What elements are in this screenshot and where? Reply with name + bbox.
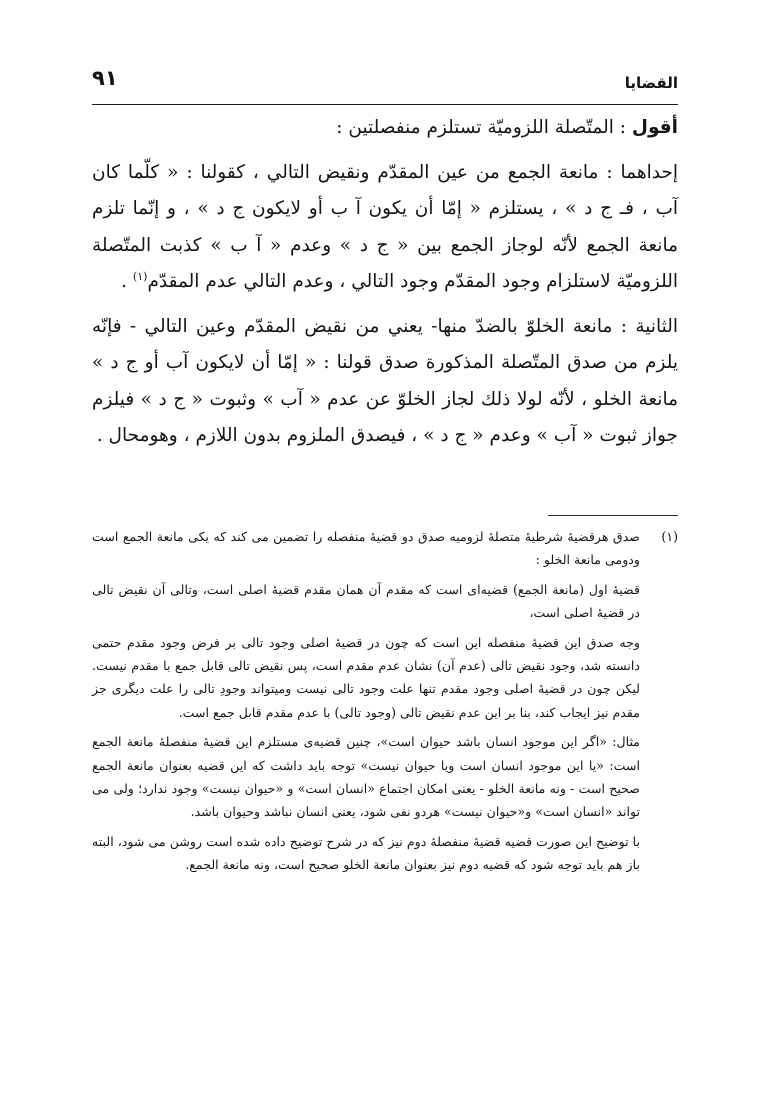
paragraph-intro [92,110,678,147]
running-title: القضايا [624,74,678,92]
footnote-separator [548,515,678,516]
footnote-paragraph [92,730,678,824]
paragraph-first-disjunction-end: . [121,271,133,292]
footnote-text: مثال: «اگر اين موجود انسان باشد حيوان است»، چنين قضيه‌ى مستلزم اين قضيهٔ منفصلهٔ مانعة الجمع است: «يا اين موجود انسان است ويا حيوان نيست» توجه بايد داشت كه اين قضيه بعنوان مانعة الجمع صحيح است - ونه مانعة الخلو - يعنى امكان اجتماع «انسان است» و «حيوان نيست» وجود ندارد؛ ولى مى تواند «انسان است» و«حيوان نيست» هردو نفى شود، يعنى انسان نباشد وحيوان باشد. [92,734,640,820]
lead-word: أقول [631,117,678,138]
footnote-reference[interactable]: (١) [132,269,148,283]
footnote-text: قضيهٔ اول (مانعة الجمع) قضيه‌اى است كه مقدم آن همان مقدم قضيهٔ اصلى است، وتالى آن نقيض تالى در قضيهٔ اصلى است، [92,581,640,621]
footnotes [92,525,678,883]
paragraph-first-disjunction [92,155,678,301]
footnote-paragraph [92,631,678,725]
paragraph-second-disjunction [92,309,678,455]
footnote-paragraph [92,525,678,572]
footnote-text: وجه صدق اين قضيهٔ منفصله اين است كه چون در قضيهٔ اصلى وجود تالى بر فرض وجود مقدم حتمى دانسته شد، وجود نقيض تالى (عدم آن) نشان عدم مقدم است، پس نقيض تالى قابل جمع با مقدم نيست. ليكن چون در قضيهٔ اصلى وجود مقدم تنها علت وجود تالى نيست وميتواند وجودِ تالى را علت ديگرى جز مقدم نيز ايجاب كند، بنا بر اين عدم نقيض تالى (وجود تالى) با عدم مقدم قابل جمع است. [92,634,640,720]
footnote-text: صدق هرقضيهٔ شرطيهٔ متصلهٔ لزوميه صدق دو قضيهٔ منفصله را تضمين مى كند كه يكى مانعة الجمع است ودومى مانعة الخلو : [92,529,640,568]
footnote-paragraph [92,578,678,625]
footnote-marker: (١) [661,529,678,544]
page-header [92,64,678,105]
paragraph-first-disjunction-text: إحداهما : مانعة الجمع من عين المقدّم ونقيض التالي ، كقولنا : « كلّما كان آب ، فـ ج د » ، يستلزم « إمّا أن يكون آ ب أو لايكون ج د » ، و إنّما تلزم مانعة الجمع لأنّه لوجاز الجمع بين « ج د » وعدم « آ ب » كذبت المتّصلة اللزوميّة لاستلزام وجود المقدّم وجود التالي ، وعدم التالي عدم المقدّم [92,161,678,292]
footnote-paragraph [92,830,678,877]
footnote-text: با توضيح اين صورت قضيه قضيهٔ منفصلهٔ دوم نيز كه در شرح توضيح داده شده است روشن مى شود، البته باز هم بايد توجه شود كه قضيه دوم نيز بعنوان مانعة الخلو صحيح است، ونه مانعة الجمع. [92,833,640,873]
main-text [92,110,678,463]
paragraph-second-disjunction-text: الثانية : مانعة الخلوّ بالضدّ منها- يعني من نقيض المقدّم وعين التالي - فإنّه يلزم من صدق المتّصلة المذكورة صدق قولنا : « إمّا أن لايكون آب أو ج د » مانعة الخلو ، لأنّه لولا ذلك لجاز الخلوّ عن عدم « آب » وثبوت « ج د » فيلزم جواز ثبوت « آب » وعدم « ج د » ، فيصدق الملزوم بدون اللازم ، وهومحال . [92,315,678,446]
paragraph-intro-text: : المتّصلة اللزوميّة تستلزم منفصلتين : [336,117,626,138]
page-number: ٩١ [92,66,118,90]
